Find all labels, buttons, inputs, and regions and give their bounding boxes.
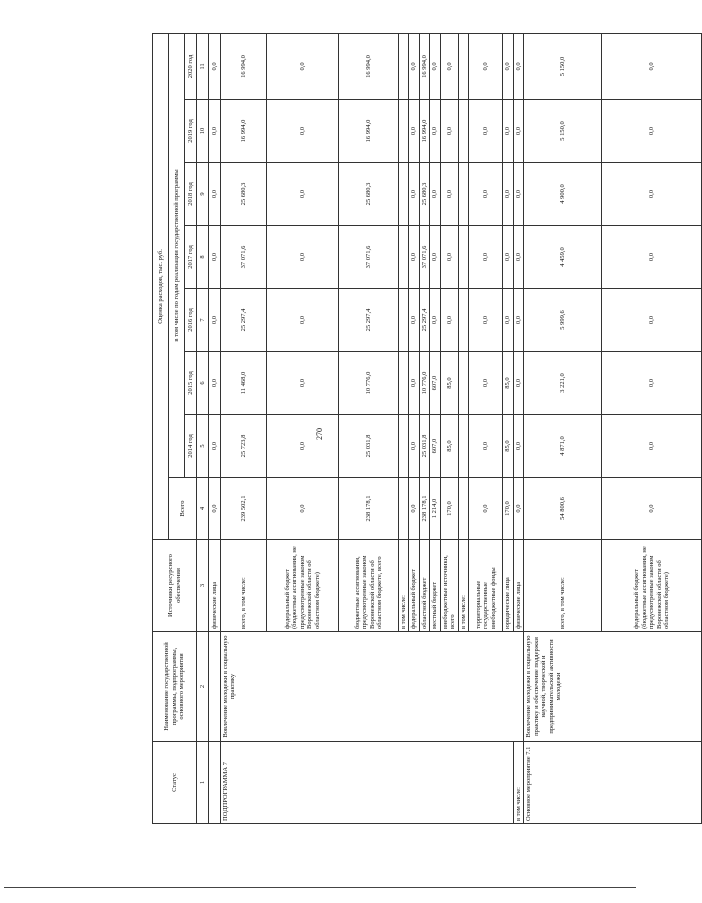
value-cell: 239 502,1 (221, 478, 267, 540)
value-cell: 1 214,0 (430, 478, 440, 540)
column-number: 9 (197, 163, 209, 226)
value-cell: 607,0 (430, 352, 440, 415)
column-number: 1 (197, 742, 209, 824)
value-cell: 0,0 (469, 289, 503, 352)
value-cell: 10 776,0 (419, 352, 429, 415)
value-cell: 0,0 (513, 163, 523, 226)
header-year: 2015 год (185, 352, 197, 415)
status-cell: в том числе: (513, 742, 523, 824)
value-cell: 0,0 (602, 226, 702, 289)
source-cell: местный бюджет (430, 540, 440, 632)
source-cell: юридические лица (503, 540, 513, 632)
value-cell: 16 994,0 (339, 100, 399, 163)
value-cell: 0,0 (440, 226, 458, 289)
value-cell: 0,0 (602, 33, 702, 99)
value-cell: 238 178,1 (419, 478, 429, 540)
value-cell: 37 071,6 (221, 226, 267, 289)
value-cell: 0,0 (430, 163, 440, 226)
value-cell: 0,0 (469, 163, 503, 226)
value-cell: 0,0 (267, 163, 339, 226)
value-cell: 170,0 (503, 478, 513, 540)
value-cell: 11 468,0 (221, 352, 267, 415)
value-cell: 0,0 (602, 352, 702, 415)
source-cell: бюджетные ассигнования, предусмотренные законом Воронежской области об областном бюджете, всего (339, 540, 399, 632)
source-cell: внебюджетные источники, всего (440, 540, 458, 632)
header-source: Источники ресурсного обеспечения (153, 540, 197, 632)
value-cell: 25 680,3 (221, 163, 267, 226)
table-row (524, 33, 602, 823)
value-cell: 16 994,0 (221, 100, 267, 163)
header-by-years: в том числе по годам реализации государственной программы (169, 33, 185, 477)
value-cell: 3 221,0 (524, 352, 602, 415)
value-cell: 5 150,0 (524, 33, 602, 99)
value-cell: 607,0 (430, 415, 440, 478)
source-cell: территориальные государственные внебюджетные фонды (469, 540, 503, 632)
value-cell: 0,0 (209, 478, 221, 540)
value-cell: 25 031,8 (339, 415, 399, 478)
value-cell: 5 999,6 (524, 289, 602, 352)
value-cell: 85,0 (440, 352, 458, 415)
value-cell: 0,0 (469, 100, 503, 163)
value-cell: 0,0 (602, 163, 702, 226)
value-cell: 0,0 (513, 33, 523, 99)
value-cell: 0,0 (209, 352, 221, 415)
value-cell: 16 994,0 (339, 33, 399, 99)
value-cell: 0,0 (513, 352, 523, 415)
column-number: 2 (197, 632, 209, 742)
status-cell: ПОДПРОГРАММА 7 (221, 742, 514, 824)
value-cell: 0,0 (409, 226, 419, 289)
column-number: 10 (197, 100, 209, 163)
column-number: 6 (197, 352, 209, 415)
value-cell: 10 776,0 (339, 352, 399, 415)
source-cell: федеральный бюджет (409, 540, 419, 632)
header-name: Наименование государственной программы, подпрограммы, основного мероприятия (153, 632, 197, 742)
header-year: 2016 год (185, 289, 197, 352)
value-cell: 25 031,8 (419, 415, 429, 478)
value-cell: 238 178,1 (339, 478, 399, 540)
source-cell: в том числе: (458, 540, 468, 632)
value-cell (458, 100, 468, 163)
value-cell: 0,0 (209, 226, 221, 289)
value-cell: 0,0 (469, 352, 503, 415)
value-cell: 25 680,3 (339, 163, 399, 226)
table-row (221, 33, 267, 823)
value-cell: 0,0 (267, 226, 339, 289)
value-cell (399, 33, 409, 99)
value-cell: 0,0 (503, 226, 513, 289)
value-cell: 16 994,0 (419, 100, 429, 163)
value-cell: 0,0 (267, 100, 339, 163)
value-cell: 170,0 (440, 478, 458, 540)
value-cell: 0,0 (503, 163, 513, 226)
value-cell: 16 994,0 (221, 33, 267, 99)
value-cell: 0,0 (267, 352, 339, 415)
source-cell: всего, в том числе: (524, 540, 602, 632)
header-year: 2014 год (185, 415, 197, 478)
value-cell: 0,0 (469, 478, 503, 540)
value-cell: 0,0 (409, 163, 419, 226)
value-cell: 0,0 (209, 33, 221, 99)
value-cell: 0,0 (430, 289, 440, 352)
value-cell: 0,0 (513, 100, 523, 163)
rotated-table-wrapper (152, 34, 670, 824)
value-cell: 25 680,3 (419, 163, 429, 226)
value-cell (399, 478, 409, 540)
page-number: 270 (315, 428, 324, 440)
value-cell: 0,0 (209, 163, 221, 226)
empty-cell (209, 742, 221, 824)
header-year: 2017 год (185, 226, 197, 289)
source-cell: физические лица (209, 540, 221, 632)
column-number: 3 (197, 540, 209, 632)
budget-table (152, 33, 702, 824)
value-cell: 85,0 (503, 352, 513, 415)
value-cell: 0,0 (209, 415, 221, 478)
source-cell: федеральный бюджет (бюджетные ассигнования, не предусмотренные законом Воронежской области об областном бюджете) (267, 540, 339, 632)
value-cell (399, 163, 409, 226)
value-cell: 4 459,0 (524, 226, 602, 289)
value-cell: 0,0 (267, 478, 339, 540)
value-cell: 0,0 (267, 289, 339, 352)
value-cell: 0,0 (440, 289, 458, 352)
value-cell: 25 723,8 (221, 415, 267, 478)
value-cell: 0,0 (409, 415, 419, 478)
value-cell (458, 289, 468, 352)
source-cell: физические лица (513, 540, 523, 632)
empty-cell (209, 632, 221, 742)
name-cell: Вовлечение молодежи в социальную практику (221, 632, 524, 742)
source-cell: в том числе: (399, 540, 409, 632)
value-cell: 0,0 (409, 289, 419, 352)
value-cell (458, 415, 468, 478)
value-cell (458, 33, 468, 99)
column-number: 4 (197, 478, 209, 540)
column-number: 8 (197, 226, 209, 289)
value-cell: 0,0 (469, 226, 503, 289)
value-cell: 16 994,0 (419, 33, 429, 99)
value-cell: 0,0 (602, 289, 702, 352)
value-cell: 0,0 (409, 100, 419, 163)
value-cell: 0,0 (469, 415, 503, 478)
header-year: 2019 год (185, 100, 197, 163)
value-cell: 0,0 (209, 289, 221, 352)
value-cell: 0,0 (267, 415, 339, 478)
value-cell: 0,0 (602, 478, 702, 540)
column-number: 11 (197, 33, 209, 99)
value-cell (458, 478, 468, 540)
value-cell: 0,0 (503, 100, 513, 163)
value-cell: 0,0 (513, 478, 523, 540)
column-number: 5 (197, 415, 209, 478)
value-cell: 0,0 (503, 289, 513, 352)
value-cell: 4 871,0 (524, 415, 602, 478)
value-cell: 5 150,0 (524, 100, 602, 163)
value-cell (458, 352, 468, 415)
header-estimate: Оценка расходов, тыс. руб. (153, 33, 169, 539)
value-cell: 0,0 (409, 352, 419, 415)
value-cell: 0,0 (209, 100, 221, 163)
value-cell: 0,0 (602, 415, 702, 478)
value-cell: 0,0 (409, 478, 419, 540)
column-number: 7 (197, 289, 209, 352)
value-cell (399, 352, 409, 415)
value-cell: 37 071,6 (339, 226, 399, 289)
source-cell: областной бюджет (419, 540, 429, 632)
value-cell (458, 163, 468, 226)
value-cell: 0,0 (267, 33, 339, 99)
value-cell (399, 415, 409, 478)
header-year: 2018 год (185, 163, 197, 226)
value-cell: 25 297,4 (221, 289, 267, 352)
value-cell (399, 289, 409, 352)
value-cell: 37 071,6 (419, 226, 429, 289)
value-cell: 0,0 (513, 415, 523, 478)
value-cell: 85,0 (440, 415, 458, 478)
source-cell: всего, в том числе: (221, 540, 267, 632)
header-year: 2020 год (185, 33, 197, 99)
value-cell (399, 226, 409, 289)
value-cell: 54 800,6 (524, 478, 602, 540)
status-cell: Основное мероприятие 7.1 (524, 742, 702, 824)
header-total: Всего (169, 478, 197, 540)
name-cell: Вовлечение молодежи в социальную практику и обеспечение поддержки научной, творческой и предпринимательской активности молодежи (524, 632, 702, 742)
value-cell: 0,0 (440, 163, 458, 226)
header-status: Статус (153, 742, 197, 824)
value-cell: 0,0 (430, 100, 440, 163)
value-cell: 0,0 (513, 289, 523, 352)
value-cell: 4 900,0 (524, 163, 602, 226)
value-cell: 0,0 (602, 100, 702, 163)
value-cell: 0,0 (469, 33, 503, 99)
source-cell: федеральный бюджет (бюджетные ассигнования, не предусмотренные законом Воронежской области об областном бюджете) (602, 540, 702, 632)
value-cell: 0,0 (440, 33, 458, 99)
value-cell: 0,0 (513, 226, 523, 289)
value-cell: 25 297,4 (419, 289, 429, 352)
value-cell: 0,0 (440, 100, 458, 163)
value-cell: 85,0 (503, 415, 513, 478)
value-cell: 0,0 (503, 33, 513, 99)
value-cell (458, 226, 468, 289)
page-bottom-line (4, 887, 636, 888)
value-cell (399, 100, 409, 163)
value-cell: 0,0 (409, 33, 419, 99)
value-cell: 0,0 (430, 226, 440, 289)
value-cell: 0,0 (430, 33, 440, 99)
value-cell: 25 297,4 (339, 289, 399, 352)
